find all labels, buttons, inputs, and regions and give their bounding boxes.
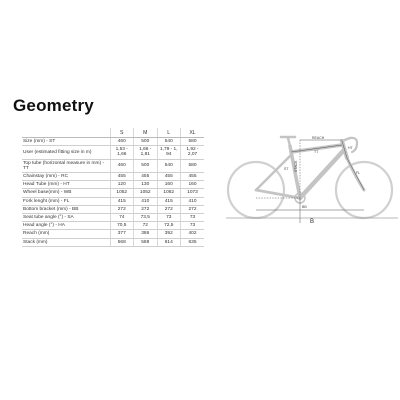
cell-value: 73,5 bbox=[134, 214, 158, 222]
cell-value: 580 bbox=[181, 159, 205, 172]
table-header-size: XL bbox=[181, 128, 205, 138]
tt-label: TT bbox=[314, 150, 319, 154]
table-row bbox=[22, 159, 204, 172]
cell-value: 272 bbox=[134, 205, 158, 213]
row-label: Reach (mm) bbox=[22, 230, 110, 238]
cell-value: 415 bbox=[110, 197, 134, 205]
cell-value: 568 bbox=[110, 238, 134, 246]
table-header-row bbox=[22, 128, 204, 138]
cell-value: 540 bbox=[157, 159, 181, 172]
cell-value: 72 bbox=[134, 222, 158, 230]
table-row bbox=[22, 146, 204, 159]
table-row bbox=[22, 214, 204, 222]
cell-value: 580 bbox=[181, 138, 205, 146]
cell-value: 614 bbox=[157, 238, 181, 246]
row-label: Fork lenght (mm) - FL bbox=[22, 197, 110, 205]
cell-value: 500 bbox=[134, 138, 158, 146]
cell-value: 635 bbox=[181, 238, 205, 246]
cell-value: 73 bbox=[181, 222, 205, 230]
cell-value: 455 bbox=[110, 173, 134, 181]
cell-value: 1,66 - 1,81 bbox=[134, 146, 158, 159]
cell-value: 73 bbox=[157, 214, 181, 222]
row-label: Size (mm) - ST bbox=[22, 138, 110, 146]
table-row bbox=[22, 205, 204, 213]
cell-value: 160 bbox=[157, 181, 181, 189]
geometry-table bbox=[22, 128, 204, 247]
cell-value: 72,5 bbox=[157, 222, 181, 230]
row-label: Top tube (horizontal measure in mm) - TT bbox=[22, 159, 110, 172]
cell-value: 1,79 - 1, 94 bbox=[157, 146, 181, 159]
chain-stay bbox=[256, 190, 300, 198]
cell-value: 130 bbox=[134, 181, 158, 189]
cell-value: 160 bbox=[181, 181, 205, 189]
bike-geometry-diagram bbox=[226, 128, 398, 228]
cell-value: 500 bbox=[134, 159, 158, 172]
cell-value: 455 bbox=[181, 173, 205, 181]
row-label: Seat tube angle (°) - SA bbox=[22, 214, 110, 222]
row-label: Chainstay (mm) - RC bbox=[22, 173, 110, 181]
cell-value: 1052 bbox=[110, 189, 134, 197]
cell-value: 455 bbox=[157, 173, 181, 181]
bb-label: BB bbox=[302, 205, 307, 209]
reach-label: REACH bbox=[312, 136, 325, 140]
table-row bbox=[22, 138, 204, 146]
cell-value: 272 bbox=[157, 205, 181, 213]
cell-value: 588 bbox=[134, 238, 158, 246]
row-label: Head angle (°) - HA bbox=[22, 222, 110, 230]
cell-value: 410 bbox=[181, 197, 205, 205]
table-header-size: L bbox=[157, 128, 181, 138]
table-row bbox=[22, 238, 204, 246]
down-tube bbox=[300, 150, 344, 198]
cell-value: 460 bbox=[110, 138, 134, 146]
cell-value: 272 bbox=[110, 205, 134, 213]
cell-value: 386 bbox=[134, 230, 158, 238]
cell-value: 70,5 bbox=[110, 222, 134, 230]
cell-value: 1,92 - 2,07 bbox=[181, 146, 205, 159]
cell-value: 455 bbox=[134, 173, 158, 181]
stem bbox=[342, 138, 350, 141]
b-label: B bbox=[310, 219, 315, 225]
row-label: Bottom bracket (mm) - BB bbox=[22, 205, 110, 213]
cell-value: 540 bbox=[157, 138, 181, 146]
seat-stay bbox=[256, 154, 292, 190]
row-label: User (estimated fitting size in m) bbox=[22, 146, 110, 159]
cell-value: 410 bbox=[134, 197, 158, 205]
row-label: Stack (mm) bbox=[22, 238, 110, 246]
cell-value: 120 bbox=[110, 181, 134, 189]
cell-value: 74 bbox=[110, 214, 134, 222]
cell-value: 377 bbox=[110, 230, 134, 238]
cell-value: 272 bbox=[181, 205, 205, 213]
table-row bbox=[22, 230, 204, 238]
table-row bbox=[22, 181, 204, 189]
page-title: Geometry bbox=[13, 96, 94, 115]
row-label: Wheel base(mm) - WB bbox=[22, 189, 110, 197]
cell-value: 73 bbox=[181, 214, 205, 222]
table-header-label bbox=[22, 128, 110, 138]
cell-value: 1062 bbox=[157, 189, 181, 197]
cell-value: 460 bbox=[110, 159, 134, 172]
cell-value: 402 bbox=[181, 230, 205, 238]
seat-post bbox=[288, 138, 290, 146]
table-row bbox=[22, 189, 204, 197]
table-header-size: M bbox=[134, 128, 158, 138]
cell-value: 1,53 - 1,66 bbox=[110, 146, 134, 159]
cell-value: 392 bbox=[157, 230, 181, 238]
table-row bbox=[22, 197, 204, 205]
cell-value: 415 bbox=[157, 197, 181, 205]
cell-value: 1052 bbox=[134, 189, 158, 197]
table-row bbox=[22, 173, 204, 181]
cell-value: 1073 bbox=[181, 189, 205, 197]
stack-label: STACK bbox=[294, 160, 298, 172]
table-header-size: S bbox=[110, 128, 134, 138]
st-label: ST bbox=[284, 167, 289, 171]
fl-label: FL bbox=[356, 171, 361, 175]
table-row bbox=[22, 222, 204, 230]
ht-label: HT bbox=[348, 146, 353, 150]
row-label: Head Tube (mm) - HT bbox=[22, 181, 110, 189]
